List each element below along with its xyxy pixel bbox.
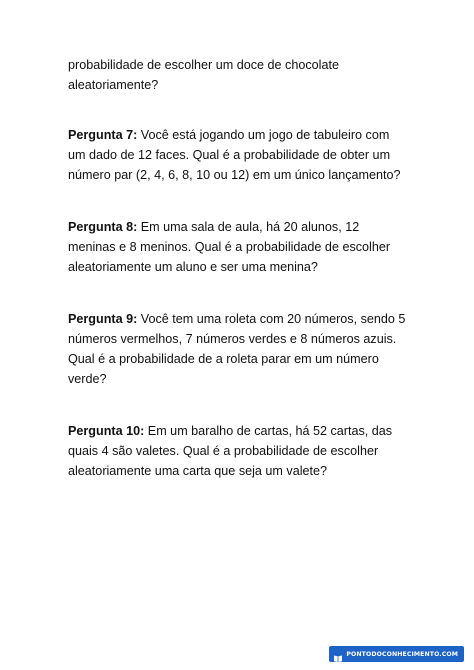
site-badge-text: PONTODOCONHECIMENTO.COM bbox=[346, 650, 458, 658]
question-8-text: Em uma sala de aula, há 20 alunos, 12 meninas e 8 meninos. Qual é a probabilidade de escolher aleatoriamente um aluno e ser uma menina? bbox=[68, 220, 391, 274]
question-9-label: Pergunta 9: bbox=[68, 312, 138, 326]
question-9-text: Você tem uma roleta com 20 números, sendo 5 números vermelhos, 7 números verdes e 8 números azuis. Qual é a probabilidade de a roleta parar em um número verde? bbox=[68, 312, 406, 386]
question-7 bbox=[68, 125, 408, 185]
book-icon bbox=[333, 650, 343, 659]
question-10 bbox=[68, 421, 408, 481]
site-badge[interactable] bbox=[329, 646, 464, 662]
question-10-label: Pergunta 10: bbox=[68, 424, 145, 438]
question-8 bbox=[68, 217, 408, 277]
question-7-label: Pergunta 7: bbox=[68, 128, 138, 142]
intro-paragraph: probabilidade de escolher um doce de chocolate aleatoriamente? bbox=[68, 58, 339, 92]
document-body bbox=[68, 55, 408, 513]
question-9 bbox=[68, 309, 408, 389]
question-8-label: Pergunta 8: bbox=[68, 220, 138, 234]
question-10-text: Em um baralho de cartas, há 52 cartas, das quais 4 são valetes. Qual é a probabilidade de escolher aleatoriamente uma carta que seja um valete? bbox=[68, 424, 393, 478]
question-7-text: Você está jogando um jogo de tabuleiro com um dado de 12 faces. Qual é a probabilidade de obter um número par (2, 4, 6, 8, 10 ou 12) em um único lançamento? bbox=[68, 128, 401, 182]
